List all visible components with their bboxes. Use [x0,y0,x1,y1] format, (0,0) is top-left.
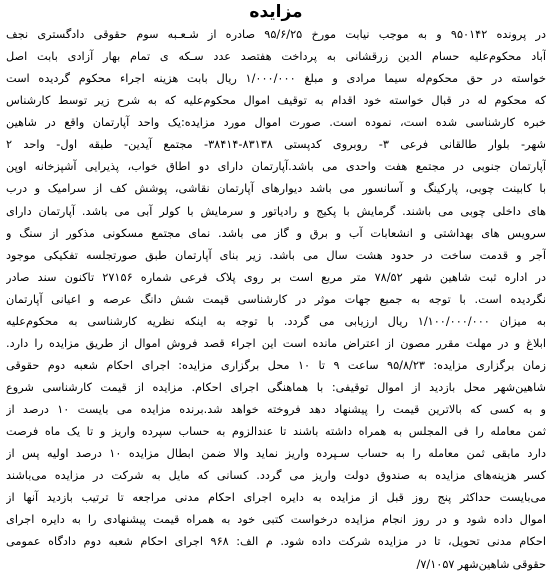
notice-line: های داخلی چوبی می باشند. گرمایش با پکیج و رادیاتور و سرمایش با کولر آبی می باشد. آپارتمان دارای [6,204,546,218]
notice-title: مزایده [249,2,303,22]
notice-line: شاهین‌شهر محل بازدید از اموال توقیفی: با هماهنگی اجرای احکام. مزایده از قیمت کارشناسی شروع [6,381,546,394]
notice-line: سرویس های بهداشتی و انشعابات آب و برق و گاز می باشد. نمای مجتمع مسکونی مذکور از سنگ و [6,226,546,240]
notice-line: ابلاغ و در مهلت مقرر مصون از اعتراض مانده است این اجراء قصد فروش اموال از طریق مزایده را دارد. [6,336,546,350]
notice-line: دارد مابقی ثمن معامله را به حساب سـپرده واریز نماید والا ضمن ابطال مزایده ۱۰ درصد اولیه پس از [6,447,546,461]
notice-line: احکام مدنی تحویل، تا در مزایده شرکت داده شود. م الف: ۹۶۸ اجرای احکام شعبه دوم دادگاه عمومی [6,535,546,549]
auction-notice [6,0,546,576]
notice-line: ثمن معامله را فی المجلس به همراه داشته باشند تا عندالزوم به حساب سپرده واریز و تا یک ماه فرصت [6,425,546,439]
notice-line: به میزان ۱/۱۰۰/۰۰۰/۰۰۰ ریال ارزیابی می گردد. با توجه به اینکه نظریه کارشناسی به محکوم‌علیه [6,314,546,328]
notice-line: زمان برگزاری مزایده: ۹۵/۸/۲۳ ساعت ۹ تا ۱۰ محل برگزاری مزایده: اجرای احکام شعبه دوم حقوقی [6,358,546,372]
notice-line: و به کسی که بالاترین قیمت را پیشنهاد دهد فروخته خواهد شد.برنده مزایده می بایست ۱۰ درصد از [6,403,546,417]
notice-line: آجر و قدمت ساخت در حدود هشت سال می باشد. زیر بنای آپارتمان طبق صورتجلسه تفکیکی موجود [6,248,546,262]
notice-line: در پرونده ۹۵۰۱۴۲ و به موجب نیابت مورخ ۹۵/۶/۲۵ صادره از شـعـبه سوم حقوقی دادگستری نجف [6,28,546,41]
notice-line: کسر هزینه‌های مزایده به صندوق دولت واریز می گردد. کسانی که مایل به شرکت در مزایده می‌باشند [6,469,546,483]
notice-line: خواسته در حق محکوم‌له سیما مرادی و مبلغ ۱/۰۰۰/۰۰۰ ریال بابت هزینه اجراء محکوم گردیده است [6,72,546,86]
notice-line: نگردیده است. با توجه به جمیع جهات موثر در کارشناسی قیمت شش دانگ عرصه و اعیانی آپارتمان [6,292,546,306]
notice-line: اموال داده شود و در روز انجام مزایده درخواست کتبی خود به همراه قیمت پیشنهادی را به دایره اجرای [6,513,546,527]
notice-line: آباد محکوم‌علیه حسام الدین زرقشانی به پرداخت هفتصد عدد سـکه ی تمام بهار آزادی بابت اصل [6,50,546,64]
notice-body [6,24,546,576]
notice-line: آپارتمان جنوبی در مجتمع هفت واحدی می باشد.آپارتمان دارای دو اطاق خواب، پذیرایی آشپزخانه اوپن [6,160,546,174]
notice-line: حقوقی شاهین‌شهر ۷/۱۰۵۷/ [416,557,546,571]
notice-line: که محکوم له در قبال خواسته خود اقدام به توقیف اموال محکوم‌علیه که به شرح زیر توسط کارشناس [6,94,546,108]
notice-line: می‌بایست حداکثر پنج روز قبل از مزایده به دایره اجرای احکام مدنی مراجعه تا ترتیب بازدید آنها از [6,491,546,505]
notice-line: شهر- بلوار طالقانی فرعی ۳- روبروی کدپستی ۸۳۱۳۸-۳۸۴۱۴- مجتمع آیدین- طبقه اول- واحد ۲ [6,138,546,152]
notice-line: در اداره ثبت شاهین شهر ۷۸/۵۲ متر مربع است بر روی پلاک فرعی شماره ۲۷۱۵۶ تاکنون سند صادر [6,270,546,284]
notice-line: با کابینت چوبی، پارکینگ و آسانسور می باشد دیوارهای آپارتمان نقاشی، پوشش کف از سرامیک و درب [6,182,546,196]
notice-line: خبره کارشناسی شده است، نموده است. صورت اموال مورد مزایده:یک واحد آپارتمان واقع در شاهین [6,116,546,130]
